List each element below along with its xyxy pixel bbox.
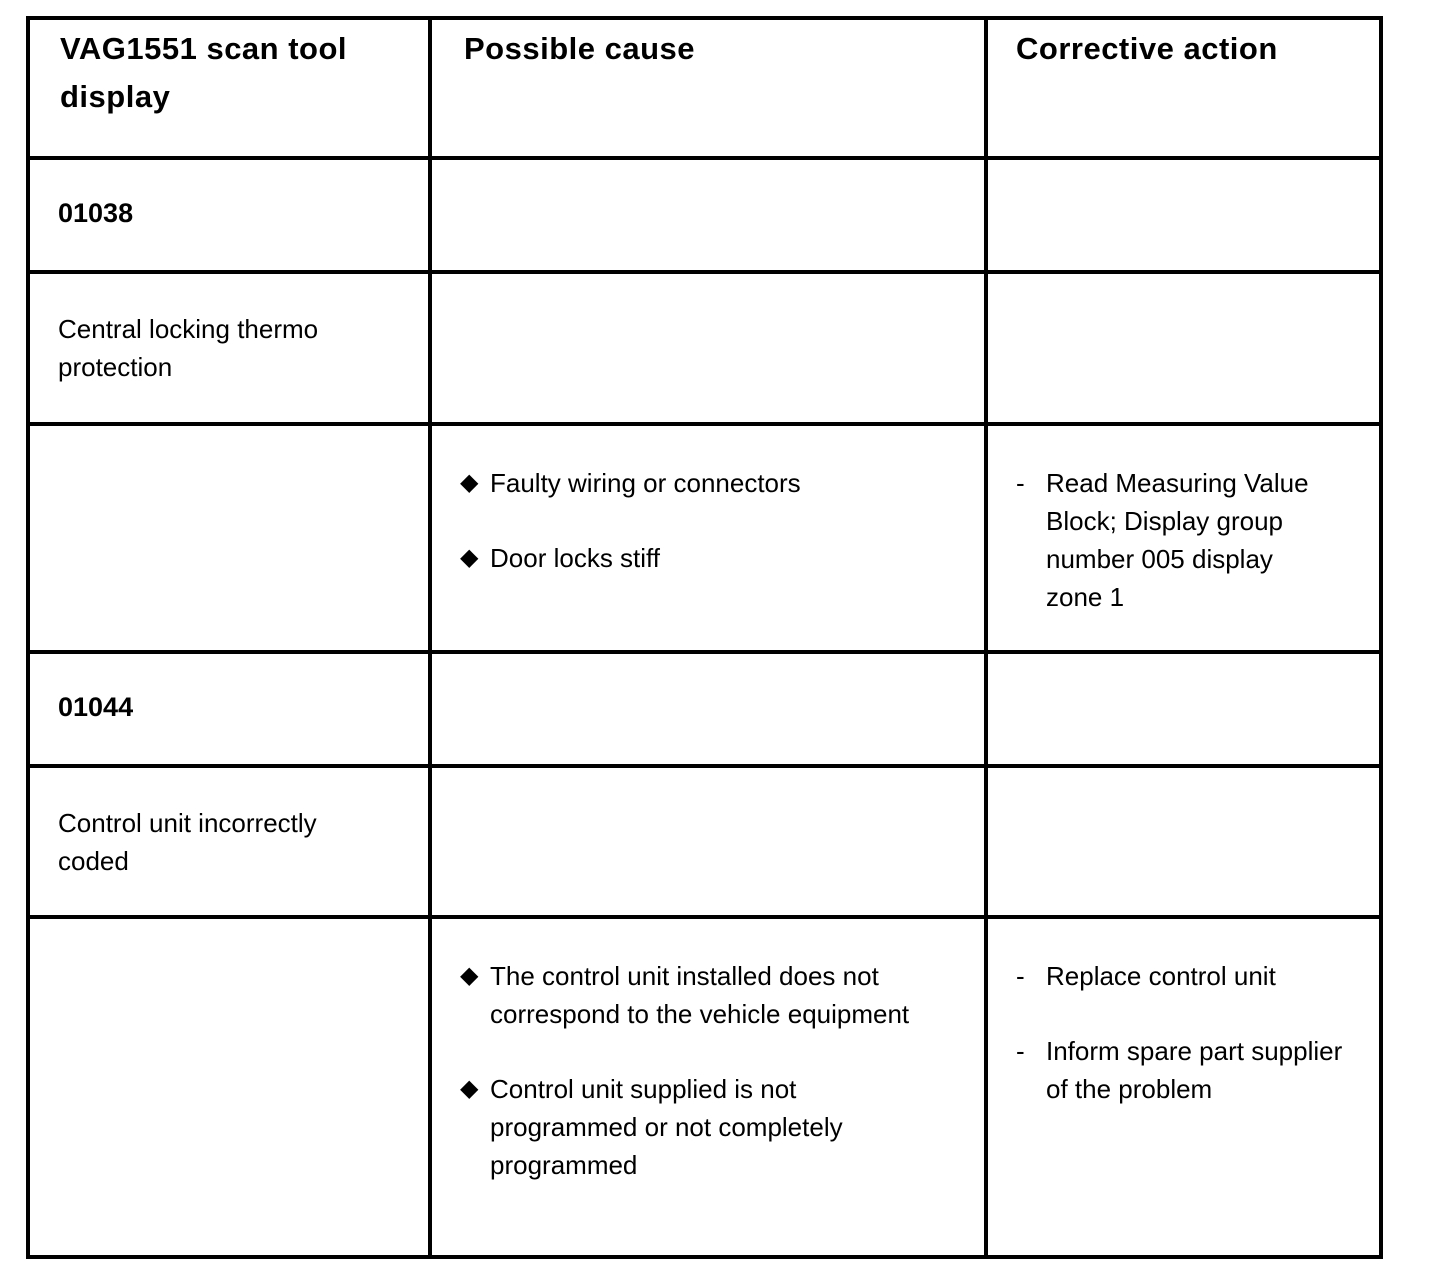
fault-description: Control unit incorrectly coded (58, 808, 317, 876)
action-item: - Replace control unit (988, 957, 1379, 995)
header-row (28, 18, 1381, 158)
header-cause: Possible cause (464, 31, 696, 66)
fault-code: 01038 (58, 198, 134, 228)
table-row (28, 424, 1381, 652)
cause-item: ◆ The control unit installed does not correspond to the vehicle equipment (432, 957, 950, 1033)
cause-item: ◆ Faulty wiring or connectors (432, 464, 984, 502)
fault-description: Central locking thermo protection (58, 314, 319, 382)
table-row (28, 917, 1381, 1257)
dash-icon: - (1016, 468, 1025, 498)
action-item: - Inform spare part supplier of the problem (988, 1032, 1366, 1108)
dash-icon: - (1016, 961, 1025, 991)
header-action: Corrective action (1016, 31, 1278, 66)
cause-item: ◆ Control unit supplied is not programmed or not completely programmed (432, 1070, 920, 1184)
table-row (28, 652, 1381, 766)
table-row (28, 272, 1381, 424)
diamond-bullet-icon: ◆ (460, 544, 479, 571)
table-row (28, 766, 1381, 917)
dash-icon: - (1016, 1036, 1025, 1066)
diamond-bullet-icon: ◆ (460, 962, 479, 989)
diamond-bullet-icon: ◆ (460, 469, 479, 496)
action-item: - Read Measuring Value Block; Display group number 005 display zone 1 (988, 464, 1336, 616)
fault-table (26, 16, 1383, 1259)
cause-item: ◆ Door locks stiff (432, 539, 984, 577)
fault-code: 01044 (58, 692, 134, 722)
table-row (28, 158, 1381, 272)
header-display: VAG1551 scan tool display (60, 31, 348, 114)
diamond-bullet-icon: ◆ (460, 1075, 479, 1102)
